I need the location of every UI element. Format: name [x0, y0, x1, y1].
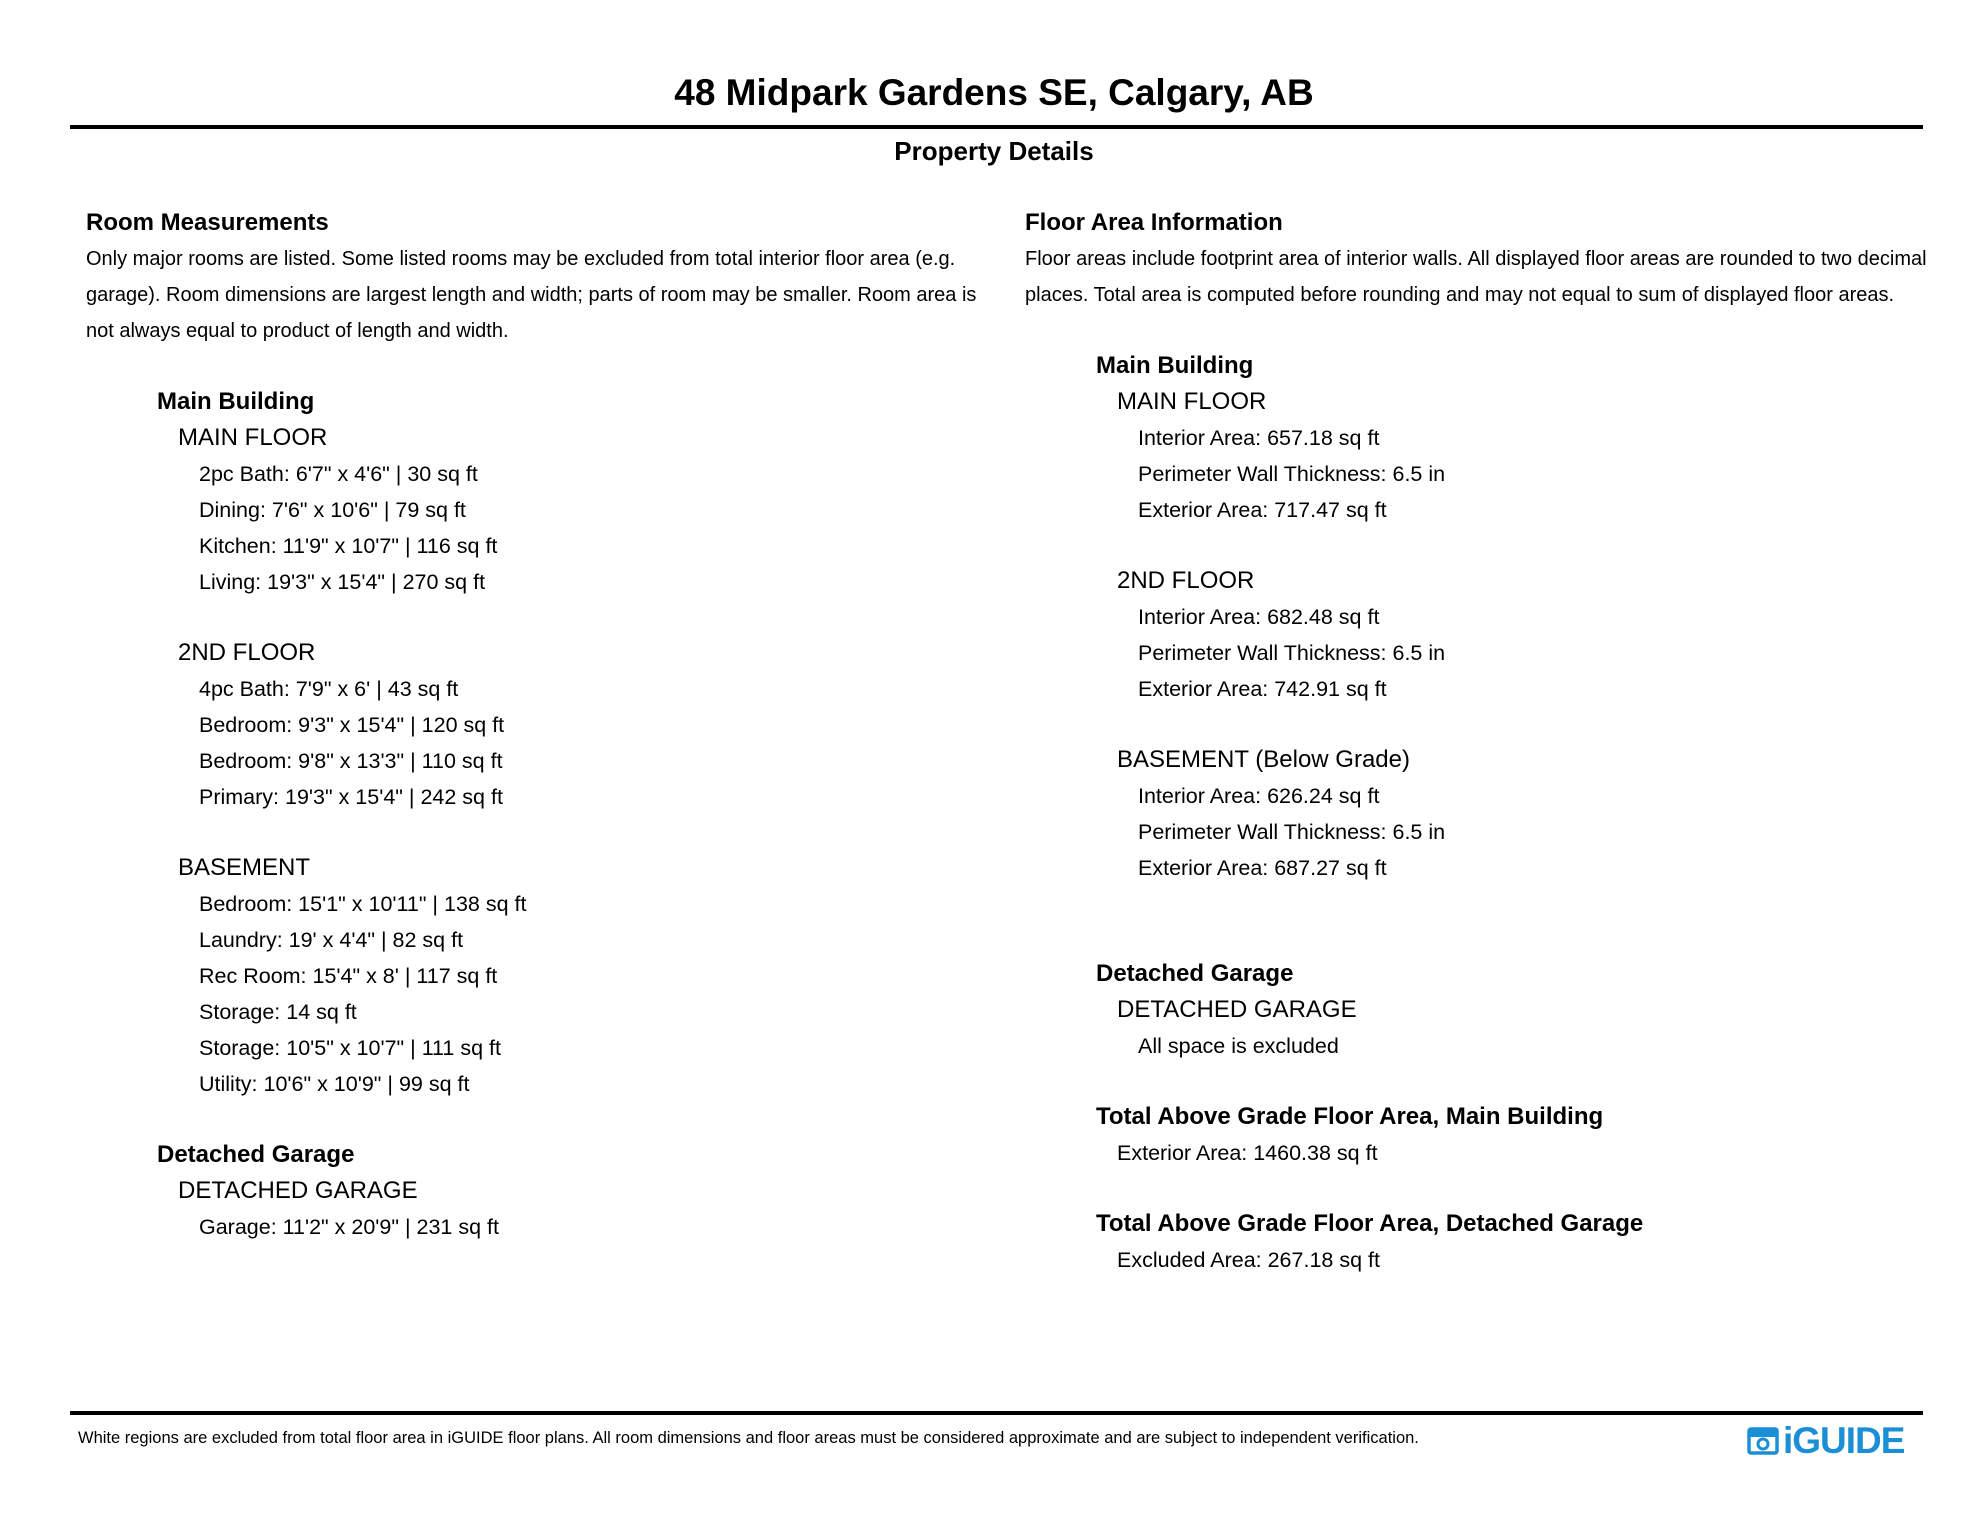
iguide-logo-icon [1747, 1425, 1779, 1457]
room-row: Kitchen: 11'9" x 10'7" | 116 sq ft [199, 534, 498, 558]
rm-second-floor-heading: 2ND FLOOR [178, 639, 316, 666]
room-measurements-heading: Room Measurements [86, 209, 329, 236]
room-row: Rec Room: 15'4" x 8' | 117 sq ft [199, 964, 498, 988]
room-row: Dining: 7'6" x 10'6" | 79 sq ft [199, 498, 466, 522]
area-row: Exterior Area: 717.47 sq ft [1138, 498, 1387, 522]
room-row: Bedroom: 9'3" x 15'4" | 120 sq ft [199, 713, 505, 737]
floor-area-description: Floor areas include footprint area of interior walls. All displayed floor areas are rounded to two decimal places. Total area is computed before rounding and may not equal to sum of displayed floor areas. [1025, 248, 1927, 306]
iguide-logo [1747, 1421, 1904, 1461]
room-row: 2pc Bath: 6'7" x 4'6" | 30 sq ft [199, 462, 478, 486]
room-row: Bedroom: 9'8" x 13'3" | 110 sq ft [199, 749, 503, 773]
fa-main-floor-heading: MAIN FLOOR [1117, 388, 1267, 415]
room-measurements-section [86, 205, 1006, 1245]
room-measurements-description: Only major rooms are listed. Some listed rooms may be excluded from total interior floor area (e.g. garage). Room dimensions are largest length and width; parts of room may be smaller. Room area is not always equal to product of length and width. [86, 248, 977, 342]
area-row: Perimeter Wall Thickness: 6.5 in [1138, 641, 1446, 665]
room-row: Primary: 19'3" x 15'4" | 242 sq ft [199, 785, 503, 809]
rm-detached-garage-heading: Detached Garage [157, 1141, 355, 1168]
header-divider [70, 125, 1923, 129]
area-row: Perimeter Wall Thickness: 6.5 in [1138, 820, 1446, 844]
fa-detached-garage-heading: Detached Garage [1096, 960, 1294, 987]
fa-basement-heading: BASEMENT (Below Grade) [1117, 746, 1410, 773]
area-row: Exterior Area: 687.27 sq ft [1138, 856, 1387, 880]
area-row: All space is excluded [1138, 1034, 1339, 1058]
room-row: Storage: 10'5" x 10'7" | 111 sq ft [199, 1036, 501, 1060]
room-row: Utility: 10'6" x 10'9" | 99 sq ft [199, 1072, 470, 1096]
footer-disclaimer: White regions are excluded from total floor area in iGUIDE floor plans. All room dimensions and floor areas must be considered approximate and are subject to independent verification. [78, 1429, 1419, 1447]
room-row: Storage: 14 sq ft [199, 1000, 357, 1024]
fa-garage-floor-heading: DETACHED GARAGE [1117, 996, 1357, 1023]
area-row: Interior Area: 626.24 sq ft [1138, 784, 1380, 808]
area-row: Interior Area: 682.48 sq ft [1138, 605, 1380, 629]
floor-area-heading: Floor Area Information [1025, 209, 1283, 236]
rm-main-floor-heading: MAIN FLOOR [178, 424, 328, 451]
room-row: Garage: 11'2" x 20'9" | 231 sq ft [199, 1215, 499, 1239]
area-row: Interior Area: 657.18 sq ft [1138, 426, 1380, 450]
total-garage-value: Excluded Area: 267.18 sq ft [1117, 1248, 1380, 1272]
page-title: 48 Midpark Gardens SE, Calgary, AB [674, 72, 1314, 113]
rm-basement-heading: BASEMENT [178, 854, 311, 881]
rm-main-building-heading: Main Building [157, 388, 315, 415]
floor-area-section [1025, 205, 1945, 1278]
fa-main-building-heading: Main Building [1096, 352, 1254, 379]
area-row: Perimeter Wall Thickness: 6.5 in [1138, 462, 1446, 486]
rm-garage-floor-heading: DETACHED GARAGE [178, 1177, 418, 1204]
total-main-value: Exterior Area: 1460.38 sq ft [1117, 1141, 1378, 1165]
total-main-heading: Total Above Grade Floor Area, Main Building [1096, 1103, 1604, 1130]
area-row: Exterior Area: 742.91 sq ft [1138, 677, 1387, 701]
room-row: Laundry: 19' x 4'4" | 82 sq ft [199, 928, 464, 952]
room-row: Bedroom: 15'1" x 10'11" | 138 sq ft [199, 892, 527, 916]
total-garage-heading: Total Above Grade Floor Area, Detached Garage [1096, 1210, 1644, 1237]
page-subtitle: Property Details [894, 136, 1094, 166]
footer-divider [70, 1411, 1923, 1415]
fa-second-floor-heading: 2ND FLOOR [1117, 567, 1255, 594]
room-row: Living: 19'3" x 15'4" | 270 sq ft [199, 570, 486, 594]
room-row: 4pc Bath: 7'9" x 6' | 43 sq ft [199, 677, 459, 701]
iguide-logo-text: iGUIDE [1783, 1420, 1905, 1461]
